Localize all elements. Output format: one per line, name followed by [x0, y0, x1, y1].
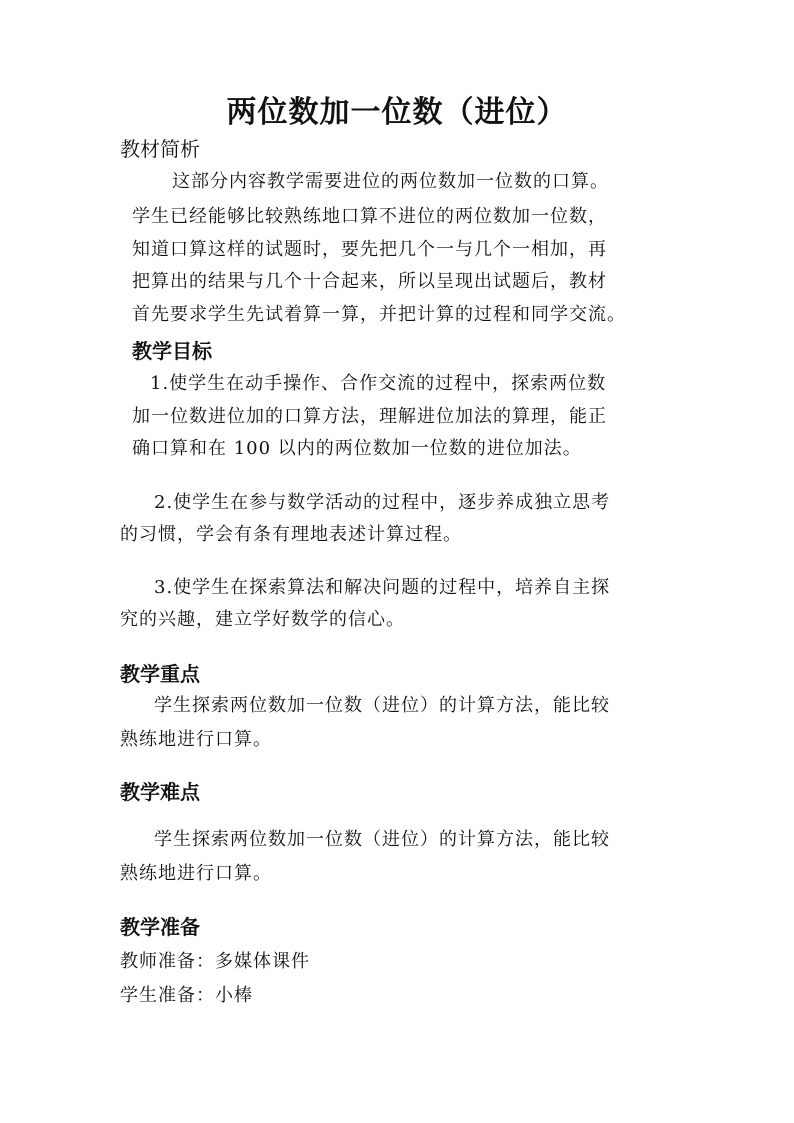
paragraph-line: 学生探索两位数加一位数（进位）的计算方法，能比较 [154, 695, 610, 716]
section-heading-teaching-goals: 教学目标 [132, 339, 212, 363]
section-heading-preparation: 教学准备 [120, 915, 200, 939]
paragraph-line: 把算出的结果与几个十合起来，所以呈现出试题后，教材 [132, 271, 607, 292]
paragraph-line: 知道口算这样的试题时，要先把几个一与几个一相加，再 [132, 239, 607, 260]
paragraph-line: 确口算和在 100 以内的两位数加一位数的进位加法。 [132, 438, 582, 459]
preparation-line-student: 学生准备：小棒 [120, 985, 253, 1006]
paragraph-line: 熟练地进行口算。 [120, 863, 272, 884]
section-heading-material-analysis: 教材简析 [120, 137, 200, 161]
paragraph-line: 熟练地进行口算。 [120, 729, 272, 750]
section-heading-difficulties: 教学难点 [120, 780, 200, 804]
section-heading-key-points: 教学重点 [120, 662, 200, 686]
paragraph-line: 首先要求学生先试着算一算，并把计算的过程和同学交流。 [132, 304, 626, 325]
paragraph-line: 究的兴趣，建立学好数学的信心。 [120, 609, 405, 630]
paragraph-line: 2.使学生在参与数学活动的过程中，逐步养成独立思考 [154, 492, 611, 513]
document-title: 两位数加一位数（进位） [226, 95, 568, 130]
paragraph-line: 1.使学生在动手操作、合作交流的过程中，探索两位数 [150, 373, 607, 394]
paragraph-line: 加一位数进位加的口算方法，理解进位加法的算理，能正 [132, 406, 607, 427]
paragraph-line: 这部分内容教学需要进位的两位数加一位数的口算。 [172, 171, 609, 192]
paragraph-line: 的习惯，学会有条有理地表述计算过程。 [120, 524, 462, 545]
preparation-line-teacher: 教师准备：多媒体课件 [120, 951, 310, 972]
paragraph-line: 3.使学生在探索算法和解决问题的过程中，培养自主探 [154, 577, 611, 598]
paragraph-line: 学生探索两位数加一位数（进位）的计算方法，能比较 [154, 829, 610, 850]
paragraph-line: 学生已经能够比较熟练地口算不进位的两位数加一位数， [132, 206, 607, 227]
